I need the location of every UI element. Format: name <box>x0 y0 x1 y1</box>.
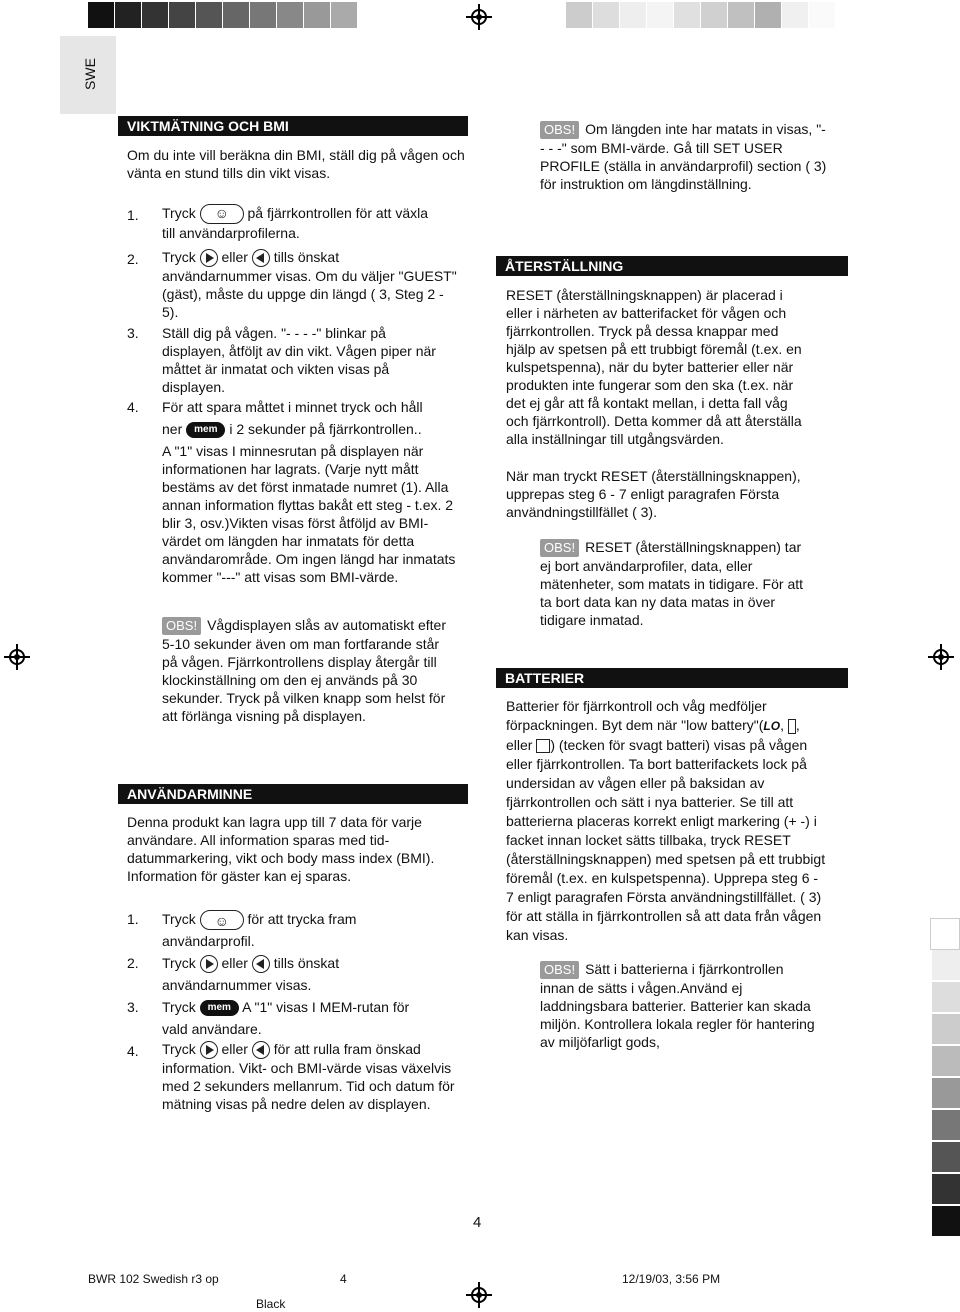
left-arrow-button-icon <box>252 955 270 973</box>
memory-intro: Denna produkt kan lagra upp till 7 data för varje användare. All information sparas med tid-datummarkering, vikt och body mass index (BMI). Information för gäster kan ej sparas. <box>127 814 435 884</box>
battery-indicator-icon <box>788 719 796 734</box>
footer-filename: BWR 102 Swedish r3 op <box>88 1272 219 1286</box>
obs-badge: OBS! <box>162 617 201 635</box>
obs-note-height: OBS! Om längden inte har matats in visas, "- - - -" som BMI-värde. Gå till SET USER PROFILE (ställa in användarprofil) section ( 3) för instruktion om längdinställning. <box>540 121 827 192</box>
obs-badge: OBS! <box>540 961 579 979</box>
grayscale-bar-right <box>566 2 836 28</box>
registration-mark-bottom <box>466 1282 492 1308</box>
low-battery-icon: LO <box>763 719 781 733</box>
right-arrow-button-icon <box>200 955 218 973</box>
user-profile-button-icon <box>200 910 244 930</box>
memory-step-3: Tryck mem A "1" visas I MEM-rutan för vald användare. <box>162 999 410 1037</box>
section-title-batteries: BATTERIER <box>496 668 848 688</box>
obs-badge: OBS! <box>540 539 579 557</box>
obs-badge: OBS! <box>540 121 579 139</box>
user-profile-button-icon <box>200 204 244 224</box>
page-number: 4 <box>473 1214 482 1231</box>
language-tab: SWE <box>60 36 116 114</box>
left-arrow-button-icon <box>252 249 270 267</box>
step-2: Tryck eller tills önskat användarnummer visas. Om du väljer "GUEST" (gäst), måste du uppge din längd ( 3, Steg 2 - 5). <box>162 249 457 321</box>
obs-note-batteries: OBS! Sätt i batterierna i fjärrkontrollen innan de sätts i vågen.Använd ej laddningsbara batterier. Batterier kan skada miljön. Kontrollera lokala regler för hantering av miljöfarligt gods, <box>540 961 815 1050</box>
reset-text-1: RESET (återställningsknappen) är placerad i eller i närheten av batterifacket för vågen och fjärrkontrollen. Tryck på dessa knappar med hjälp av spetsen på ett trubbigt föremål (t.ex. en kulspetspenna), när du byter batterier eller när produkten inte fungerar som den ska (t.ex. när det ej går att få kontakt mellan, i detta fall våg och fjärrkontroll). Detta kommer då att återställa alla inställningar till utgångsvärden. <box>506 287 802 447</box>
registration-mark-right <box>928 644 954 670</box>
mem-button-icon: mem <box>200 1000 239 1016</box>
section-title-reset: ÅTERSTÄLLNING <box>496 256 848 276</box>
right-arrow-button-icon <box>200 249 218 267</box>
section-title-weighing: VIKTMÄTNING OCH BMI <box>118 116 468 136</box>
obs-note-display: OBS! Vågdisplayen slås av automatiskt efter 5-10 sekunder även om man fortfarande står på vågen. Fjärrkontrollens display återgår till klockinställning om den ej används på 30 sekunder. Tryck på vilken knapp som helst för att förlänga visning på displayen. <box>162 617 446 724</box>
battery-text: Batterier för fjärrkontroll och våg medföljer förpackningen. Byt dem när "low battery"(LO, , eller ) (tecken för svagt batteri) visas på vågen eller fjärrkontrollen. Ta bort batterifackets lock på undersidan av vågen eller på baksidan av fjärrkontrollen och sätt i nya batterier. Se till att batterierna placeras korrekt enligt markering (+ -) i facket innan locket sätts tillbaka, tryck RESET (återställningsknappen) med spetsen på ett trubbigt föremål (t.ex. en kulspetspenna). Upprepa steg 6 - 7 enligt paragrafen Första användningstillfället. ( 3) för att ställa in fjärrkontrollen så att data från vågen kan visas. <box>506 698 826 943</box>
grayscale-bar-left <box>88 2 358 28</box>
section-title-user-memory: ANVÄNDARMINNE <box>118 784 468 804</box>
footer-page: 4 <box>340 1272 347 1286</box>
memory-step-1: Tryck ☺ för att trycka fram användarprofil. <box>162 908 462 952</box>
registration-mark-top <box>466 4 492 30</box>
obs-note-reset: OBS! RESET (återställningsknappen) tar ej bort användarprofiler, data, eller mätenheter, som matats in tidigare. För att ta bort data kan ny data matas in över tidigare inmatad. <box>540 539 804 628</box>
weak-battery-icon <box>536 739 550 753</box>
right-arrow-button-icon <box>200 1041 218 1059</box>
step-1: Tryck ☺ på fjärrkontrollen för att växla till användarprofilerna. <box>162 204 462 242</box>
footer-date: 12/19/03, 3:56 PM <box>622 1272 721 1286</box>
left-arrow-button-icon <box>252 1041 270 1059</box>
mem-button-icon: mem <box>186 422 225 438</box>
step-3: Ställ dig på vågen. "- - - -" blinkar på displayen, åtföljt av din vikt. Vågen piper när måttet är inmatat och vikten visas på displayen. <box>162 325 436 395</box>
footer-plate: Black <box>256 1297 286 1311</box>
registration-mark-left <box>4 644 30 670</box>
step-4: För att spara måttet i minnet tryck och håll ner mem i 2 sekunder på fjärrkontrollen.. A "1" visas I minnesrutan på displayen när informationen har lagrats. (Varje nytt mått bestäms av det först inmatade numret (1). Alla annan information flyttas bakåt ett steg - t.ex. 2 blir 3, osv.)Vikten visas först åtföljd av BMI-värdet om längden har inmatats för detta användarområde. Om ingen längd har inmatats kommer "---" att visas som BMI-värde. <box>162 399 456 585</box>
memory-step-2: Tryck eller tills önskat användarnummer visas. <box>162 955 340 993</box>
reset-text-2: När man tryckt RESET (återställningsknappen), upprepas steg 6 - 7 enligt paragrafen Första användningstillfället ( 3). <box>506 468 801 520</box>
memory-step-4: Tryck eller för att rulla fram önskad information. Vikt- och BMI-värde visas växelvis med 2 sekunders mellanrum. Tid och datum för mätning visas på nedre delen av displayen. <box>162 1041 455 1113</box>
intro-text: Om du inte vill beräkna din BMI, ställ dig på vågen och vänta en stund tills din vikt visas. <box>127 147 465 181</box>
